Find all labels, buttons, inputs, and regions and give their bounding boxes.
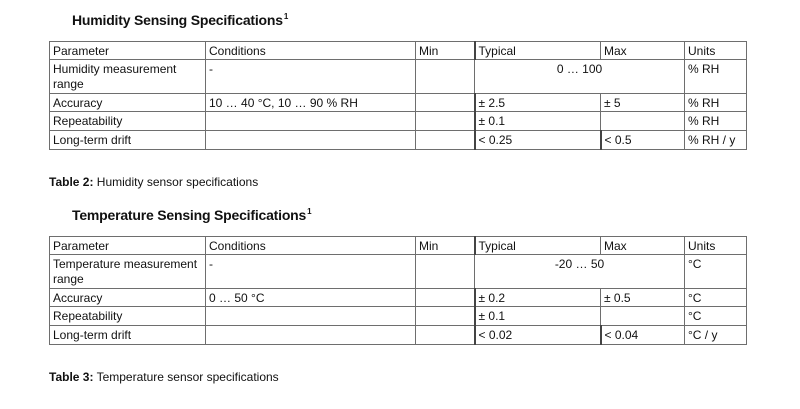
cell-units: °C xyxy=(685,255,747,289)
temperature-table-caption xyxy=(49,370,279,384)
cell-min xyxy=(416,94,475,112)
table-header-row xyxy=(50,237,747,255)
caption-text: Temperature sensor specifications xyxy=(93,370,279,384)
cell-max: ± 5 xyxy=(601,94,685,112)
cell-units: °C xyxy=(685,289,747,307)
caption-label: Table 3: xyxy=(49,370,94,384)
header-min: Min xyxy=(416,42,475,60)
cell-conditions: - xyxy=(206,60,416,94)
cell-min xyxy=(416,131,475,150)
cell-parameter: Temperature measurement range xyxy=(50,255,206,289)
cell-conditions: 10 … 40 °C, 10 … 90 % RH xyxy=(206,94,416,112)
temperature-title-footnote: 1 xyxy=(307,207,312,216)
cell-units: °C xyxy=(685,307,747,326)
humidity-table-caption xyxy=(49,175,258,189)
temperature-section-title xyxy=(72,207,311,223)
header-max: Max xyxy=(601,237,685,255)
table-row xyxy=(50,307,747,326)
table-row xyxy=(50,131,747,150)
temperature-title-text: Temperature Sensing Specifications xyxy=(72,207,307,223)
cell-min xyxy=(416,112,475,131)
humidity-section-title xyxy=(72,12,288,28)
cell-min xyxy=(416,289,475,307)
caption-text: Humidity sensor specifications xyxy=(93,175,259,189)
cell-conditions xyxy=(206,131,416,150)
cell-max xyxy=(601,307,685,326)
cell-min xyxy=(416,60,475,94)
cell-typical: < 0.02 xyxy=(475,326,601,345)
cell-conditions xyxy=(206,326,416,345)
cell-range-merged: -20 … 50 xyxy=(475,255,685,289)
cell-max: ± 0.5 xyxy=(601,289,685,307)
cell-parameter: Accuracy xyxy=(50,289,206,307)
header-max: Max xyxy=(601,42,685,60)
cell-typical: ± 2.5 xyxy=(475,94,601,112)
cell-conditions xyxy=(206,112,416,131)
temperature-spec-table xyxy=(49,236,747,345)
cell-units: % RH / y xyxy=(685,131,747,150)
humidity-title-footnote: 1 xyxy=(283,12,289,21)
header-min: Min xyxy=(416,237,475,255)
cell-parameter: Long-term drift xyxy=(50,131,206,150)
cell-min xyxy=(416,326,475,345)
cell-units: % RH xyxy=(685,60,747,94)
cell-range-merged: 0 … 100 xyxy=(475,60,685,94)
cell-typical: ± 0.2 xyxy=(475,289,601,307)
cell-conditions: 0 … 50 °C xyxy=(206,289,416,307)
cell-parameter: Long-term drift xyxy=(50,326,206,345)
cell-units: % RH xyxy=(685,94,747,112)
cell-units: °C / y xyxy=(685,326,747,345)
header-conditions: Conditions xyxy=(206,42,416,60)
caption-label: Table 2: xyxy=(49,175,94,189)
cell-typical: ± 0.1 xyxy=(475,307,601,326)
cell-max: < 0.5 xyxy=(601,131,685,150)
header-typical: Typical xyxy=(475,237,601,255)
cell-typical: < 0.25 xyxy=(475,131,601,150)
header-units: Units xyxy=(685,237,747,255)
table-row xyxy=(50,94,747,112)
cell-conditions: - xyxy=(206,255,416,289)
cell-parameter: Repeatability xyxy=(50,112,206,131)
table-row xyxy=(50,112,747,131)
table-row xyxy=(50,289,747,307)
cell-conditions xyxy=(206,307,416,326)
cell-parameter: Accuracy xyxy=(50,94,206,112)
header-conditions: Conditions xyxy=(206,237,416,255)
cell-parameter: Repeatability xyxy=(50,307,206,326)
table-row xyxy=(50,326,747,345)
header-units: Units xyxy=(685,42,747,60)
table-row xyxy=(50,255,747,289)
header-parameter: Parameter xyxy=(50,237,206,255)
cell-units: % RH xyxy=(685,112,747,131)
header-typical: Typical xyxy=(475,42,601,60)
table-row xyxy=(50,60,747,94)
cell-min xyxy=(416,255,475,289)
humidity-spec-table xyxy=(49,41,747,150)
cell-min xyxy=(416,307,475,326)
humidity-title-text: Humidity Sensing Specifications xyxy=(72,12,283,28)
cell-typical: ± 0.1 xyxy=(475,112,601,131)
cell-parameter: Humidity measurement range xyxy=(50,60,206,94)
cell-max xyxy=(601,112,685,131)
table-header-row xyxy=(50,42,747,60)
header-parameter: Parameter xyxy=(50,42,206,60)
cell-max: < 0.04 xyxy=(601,326,685,345)
